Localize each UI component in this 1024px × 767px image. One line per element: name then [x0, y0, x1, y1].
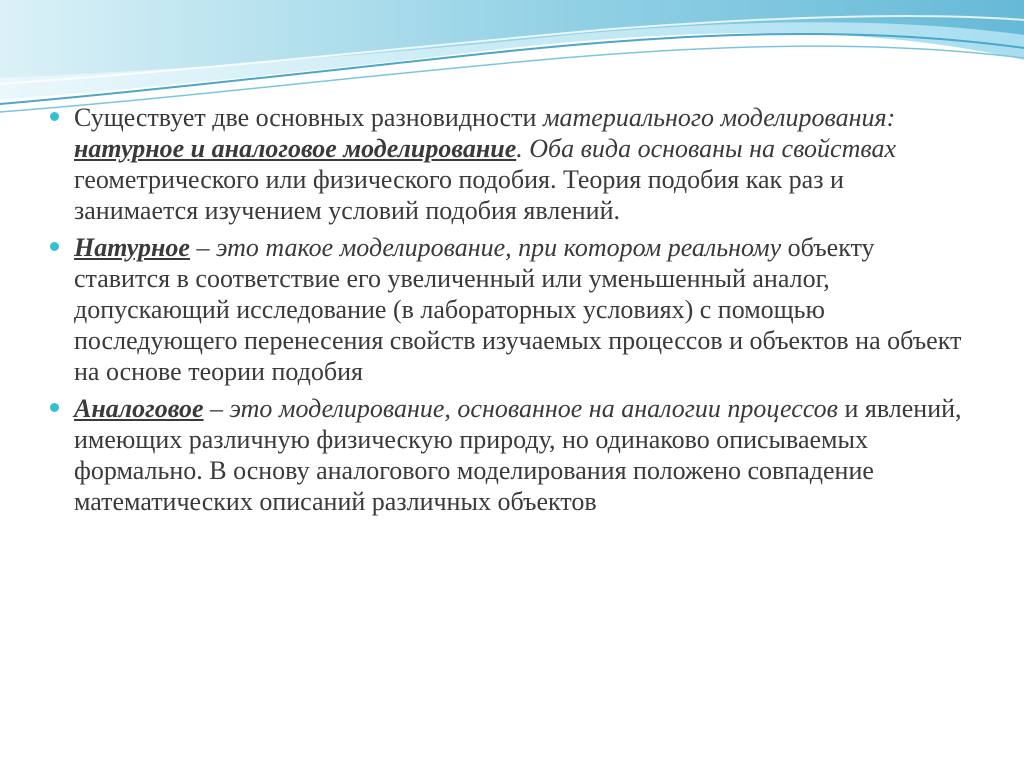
term-analog: Аналоговое	[74, 394, 204, 423]
bullet-dot-icon	[50, 112, 59, 121]
bullet-text: Существует две основных разновидности	[74, 103, 543, 132]
bullet-item	[50, 232, 970, 387]
bullet-text-italic: на свойствах	[749, 134, 896, 163]
bullet-text: геометрического или физического подобия. Теория подобия как раз и занимается изучением условий подобия явлений.	[74, 165, 844, 225]
bullet-item	[50, 393, 970, 517]
bullet-dot-icon	[50, 242, 59, 251]
term-natural-analog: натурное и аналоговое моделирование	[74, 134, 517, 163]
bullet-text-italic: – это такое моделирование, при котором реальному	[189, 233, 782, 262]
bullet-text: объекту ставится в соответствие его увеличенный или уменьшенный аналог, допускающий исследование (в лабораторных условиях) с помощью последующего перенесения свойств изучаемых процессов и объектов на объект на основе теории подобия	[74, 233, 962, 386]
bullet-dot-icon	[50, 403, 59, 412]
bullet-item	[50, 102, 970, 226]
term-natural: Натурное	[74, 233, 190, 262]
content-area	[50, 102, 970, 523]
bullet-text: и явлений, имеющих различную физическую природу, но одинаково описываемых формально. В основу аналогового моделирования положено совпадение математических описаний различных объектов	[74, 394, 962, 516]
bullet-text-italic: . Оба вида основаны	[516, 134, 750, 163]
bullet-text-italic: материального моделирования:	[542, 103, 896, 132]
bullet-text-italic: – это моделирование, основанное на аналогии процессов	[203, 394, 838, 423]
